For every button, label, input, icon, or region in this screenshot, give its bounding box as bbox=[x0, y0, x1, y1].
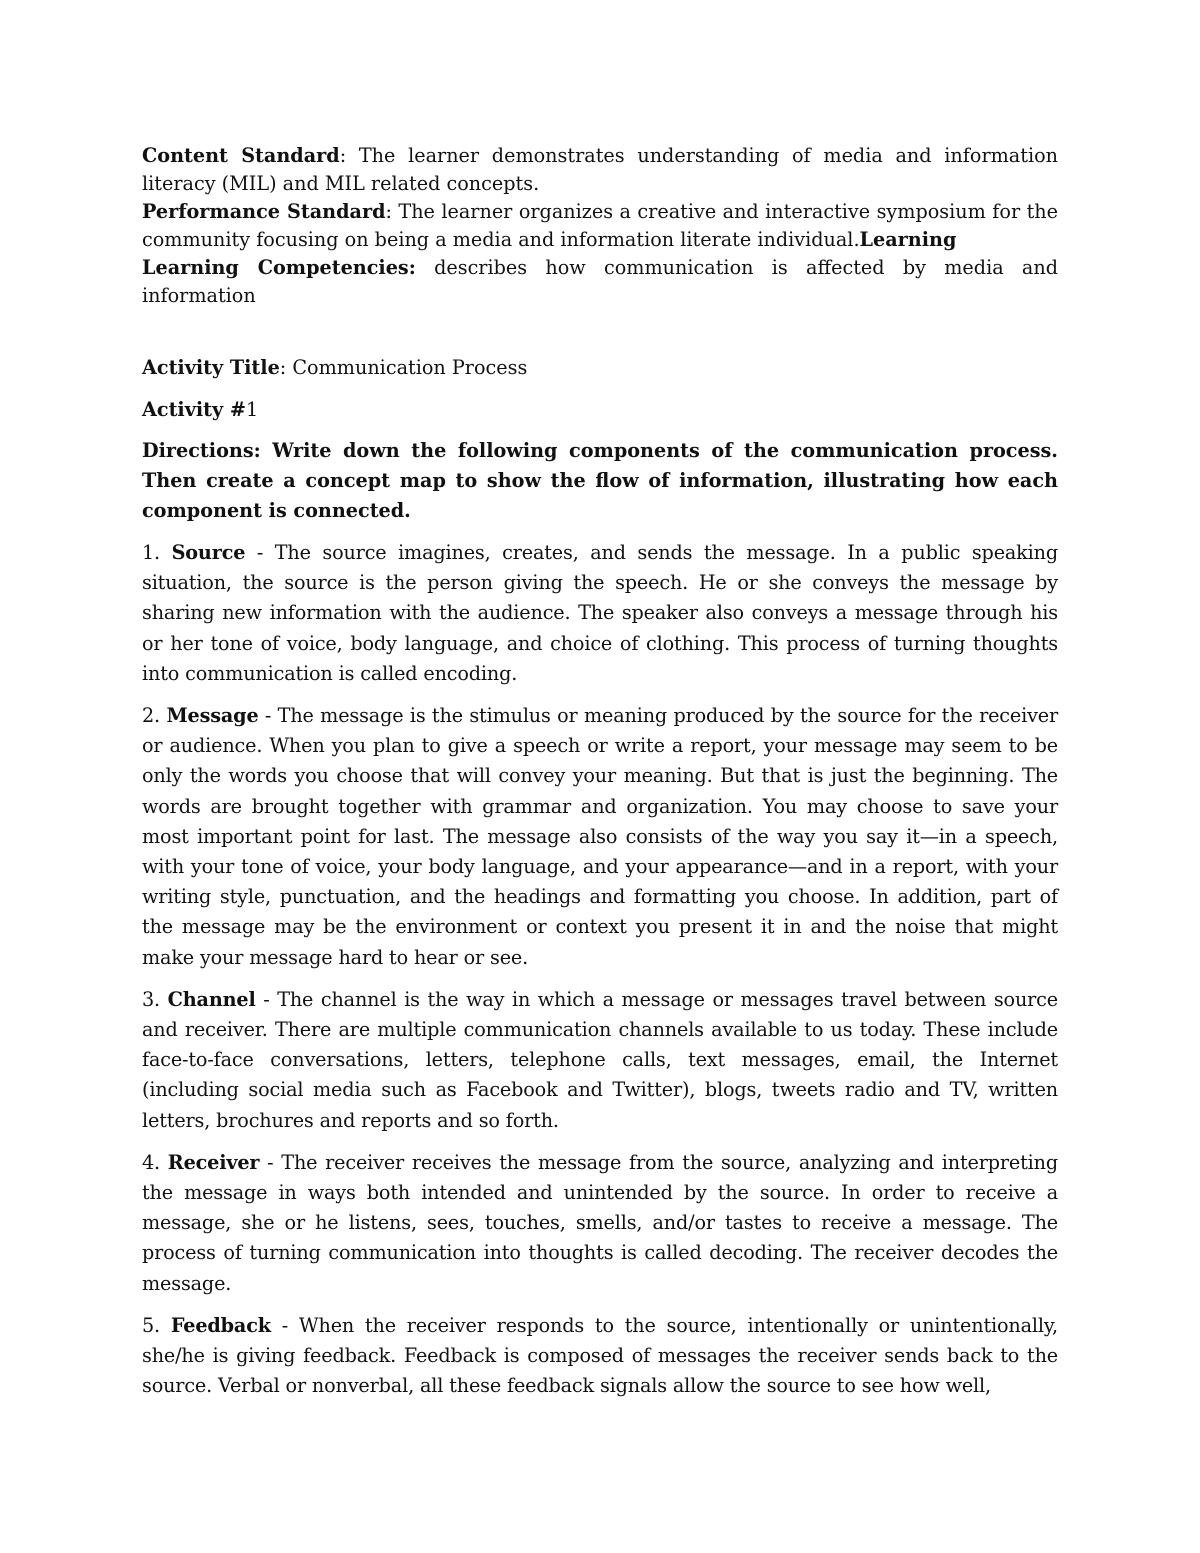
performance-trailing-bold: Learning bbox=[859, 228, 957, 251]
activity-title-line bbox=[142, 354, 1058, 382]
activity-number-text: 1 bbox=[245, 398, 259, 421]
component-text: - The channel is the way in which a message or messages travel between source and receiver. There are multiple communication channels available to us today. These include face-to-face conversations, letters, telephone calls, text messages, email, the Internet (including social media such as Facebook and Twitter), blogs, tweets radio and TV, written letters, brochures and reports and so forth. bbox=[142, 987, 1058, 1132]
component-number: 4. bbox=[142, 1150, 168, 1174]
activity-title-label: Activity Title bbox=[142, 356, 280, 379]
performance-standard-text: : The learner organizes a creative and interactive symposium for the community focusing on being a media and information literate individual. bbox=[142, 200, 1058, 251]
component-term: Channel bbox=[167, 987, 256, 1011]
component-source bbox=[142, 538, 1058, 689]
activity-number-label: Activity # bbox=[142, 398, 246, 421]
learning-competencies-text: describes how communication is affected by media and information bbox=[142, 256, 1059, 307]
component-term: Feedback bbox=[170, 1313, 271, 1337]
component-text: - When the receiver responds to the source, intentionally or unintentionally, she/he is giving feedback. Feedback is composed of messages the receiver sends back to the source. Verbal or nonverbal, all these feedback signals allow the source to see how well, bbox=[142, 1313, 1058, 1398]
component-receiver bbox=[142, 1148, 1058, 1299]
component-feedback bbox=[142, 1311, 1058, 1402]
standards-block bbox=[142, 142, 1058, 310]
content-standard-text: : The learner demonstrates understanding of media and information literacy (MIL) and MIL related concepts. bbox=[142, 144, 1059, 195]
content-standard-label: Content Standard bbox=[142, 144, 340, 167]
component-number: 2. bbox=[142, 704, 167, 728]
directions-paragraph: Directions: Write down the following components of the communication process. Then create a concept map to show the flow of information, illustrating how each component is connected. bbox=[142, 439, 1058, 522]
component-text: - The receiver receives the message from the source, analyzing and interpreting the message in ways both intended and unintended by the source. In order to receive a message, she or he listens, sees, touches, smells, and/or tastes to receive a message. The process of turning communication into thoughts is called decoding. The receiver decodes the message. bbox=[142, 1150, 1058, 1295]
component-term: Source bbox=[171, 541, 246, 564]
activity-title-text: : Communication Process bbox=[279, 356, 528, 379]
component-text: - The source imagines, creates, and sends the message. In a public speaking situation, the source is the person giving the speech. He or she conveys the message by sharing new information with the audience. The speaker also conveys a message through his or her tone of voice, body language, and choice of clothing. This process of turning thoughts into communication is called encoding. bbox=[142, 541, 1058, 685]
component-message bbox=[142, 701, 1058, 973]
performance-standard-label: Performance Standard bbox=[142, 200, 386, 223]
component-number: 3. bbox=[142, 987, 168, 1011]
activity-number-line bbox=[142, 396, 1058, 424]
component-channel bbox=[142, 985, 1058, 1136]
component-term: Message bbox=[166, 704, 259, 728]
learning-competencies-label: Learning Competencies: bbox=[142, 256, 416, 279]
component-text: - The message is the stimulus or meaning produced by the source for the receiver or audience. When you plan to give a speech or write a report, your message may seem to be only the words you choose that will convey your meaning. But that is just the beginning. The words are brought together with grammar and organization. You may choose to save your most important point for last. The message also consists of the way you say it—in a speech, with your tone of voice, your body language, and your appearance—and in a report, with your writing style, punctuation, and the headings and formatting you choose. In addition, part of the message may be the environment or context you present it in and the noise that might make your message hard to hear or see. bbox=[142, 704, 1058, 969]
component-number: 5. bbox=[142, 1313, 171, 1337]
component-number: 1. bbox=[142, 541, 172, 564]
component-term: Receiver bbox=[167, 1150, 260, 1174]
